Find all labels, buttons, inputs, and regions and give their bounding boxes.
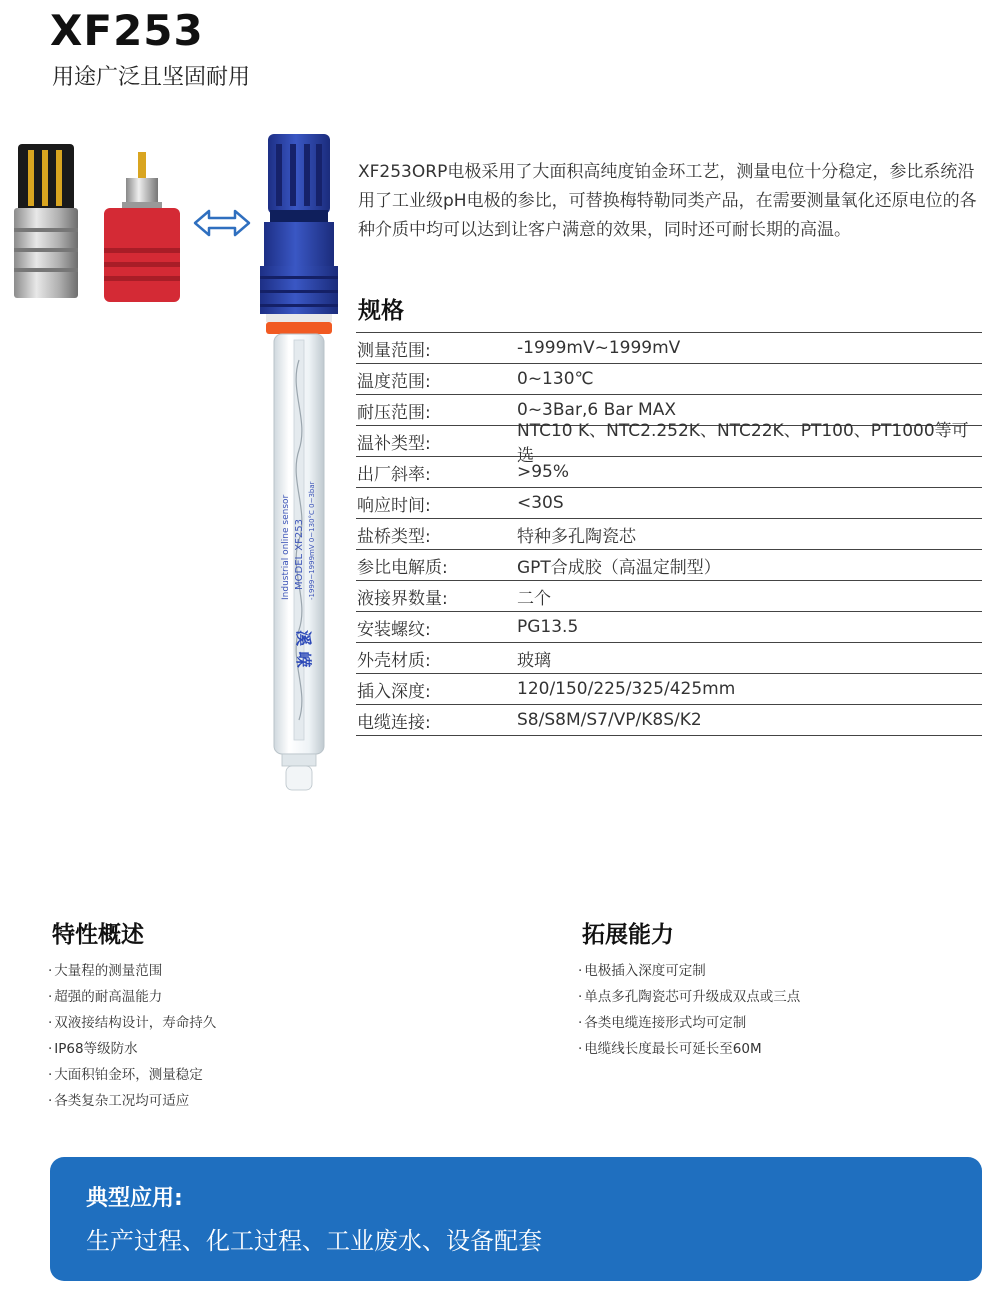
list-item: · 超强的耐高温能力	[48, 984, 216, 1010]
application-heading: 典型应用:	[86, 1186, 183, 1211]
spec-value: -1999mV~1999mV	[517, 338, 681, 358]
spec-row	[356, 457, 982, 488]
extensions-list	[578, 958, 800, 1062]
spec-table	[356, 332, 982, 736]
spec-row	[356, 333, 982, 364]
spec-row	[356, 550, 982, 581]
spec-value: >95%	[517, 462, 570, 482]
list-item: · 电极插入深度可定制	[578, 958, 800, 984]
spec-label: 出厂斜率:	[357, 464, 431, 485]
spec-value: 120/150/225/325/425mm	[517, 679, 736, 699]
application-banner	[50, 1157, 982, 1281]
spec-label: 耐压范围:	[357, 402, 431, 423]
list-item: · 大面积铂金环，测量稳定	[48, 1062, 216, 1088]
spec-value: 二个	[517, 588, 551, 609]
spec-label: 参比电解质:	[357, 557, 448, 578]
spec-value: S8/S8M/S7/VP/K8S/K2	[517, 710, 702, 730]
spec-heading: 规格	[358, 298, 404, 324]
features-list	[48, 958, 216, 1114]
spec-value: 0~3Bar,6 Bar MAX	[517, 400, 676, 420]
spec-value: 玻璃	[517, 650, 551, 671]
spec-label: 插入深度:	[357, 681, 431, 702]
spec-value: GPT合成胶（高温定制型）	[517, 557, 721, 578]
extensions-heading: 拓展能力	[582, 922, 674, 948]
spec-label: 盐桥类型:	[357, 526, 431, 547]
spec-row	[356, 421, 982, 466]
list-item: · 大量程的测量范围	[48, 958, 216, 984]
spec-row	[356, 364, 982, 395]
list-item: · IP68等级防水	[48, 1036, 216, 1062]
spec-value: <30S	[517, 493, 564, 513]
list-item: · 电缆线长度最长可延长至60M	[578, 1036, 800, 1062]
spec-label: 外壳材质:	[357, 650, 431, 671]
svg-text:MODEL XF253: MODEL XF253	[294, 519, 305, 590]
spec-value: 0~130℃	[517, 369, 594, 389]
application-text: 生产过程、化工过程、工业废水、设备配套	[86, 1227, 542, 1255]
product-description: XF253ORP电极采用了大面积高纯度铂金环工艺，测量电位十分稳定，参比系统沿用了工业级pH电极的参比，可替换梅特勒同类产品，在需要测量氧化还原电位的各种介质中均可以达到让客户满意的效果，同时还可耐长期的高温。	[358, 162, 977, 240]
spec-label: 温补类型:	[357, 433, 431, 454]
spec-row	[356, 519, 982, 550]
list-item: · 单点多孔陶瓷芯可升级成双点或三点	[578, 984, 800, 1010]
swap-arrow-icon	[193, 208, 251, 238]
spec-label: 安装螺纹:	[357, 619, 431, 640]
list-item: · 各类电缆连接形式均可定制	[578, 1010, 800, 1036]
list-item: · 各类复杂工况均可适应	[48, 1088, 216, 1114]
spec-label: 液接界数量:	[357, 588, 448, 609]
spec-row	[356, 612, 982, 643]
spec-row	[356, 488, 982, 519]
features-heading: 特性概述	[52, 922, 144, 948]
product-subtitle: 用途广泛且坚固耐用	[52, 65, 251, 90]
red-connector-image	[98, 152, 186, 302]
spec-row	[356, 705, 982, 736]
spec-row	[356, 674, 982, 705]
spec-label: 温度范围:	[357, 371, 431, 392]
spec-value: PG13.5	[517, 617, 579, 637]
spec-value: 特种多孔陶瓷芯	[517, 526, 636, 547]
svg-text:Industrial online sensor: Industrial online sensor	[281, 494, 291, 600]
spec-value: NTC10 K、NTC2.252K、NTC22K、PT100、PT1000等可选	[517, 421, 969, 466]
spec-label: 测量范围:	[357, 340, 431, 361]
silver-connector-image	[10, 140, 80, 300]
svg-text:-1999~1999mV 0~130°C 0~3bar: -1999~1999mV 0~130°C 0~3bar	[308, 481, 316, 600]
spec-label: 电缆连接:	[357, 712, 431, 733]
spec-row	[356, 643, 982, 674]
spec-row	[356, 581, 982, 612]
list-item: · 双液接结构设计，寿命持久	[48, 1010, 216, 1036]
product-title: XF253	[50, 6, 204, 55]
orp-electrode-image	[254, 130, 344, 795]
spec-label: 响应时间:	[357, 495, 431, 516]
svg-text:溪 嵘: 溪 嵘	[294, 630, 313, 668]
